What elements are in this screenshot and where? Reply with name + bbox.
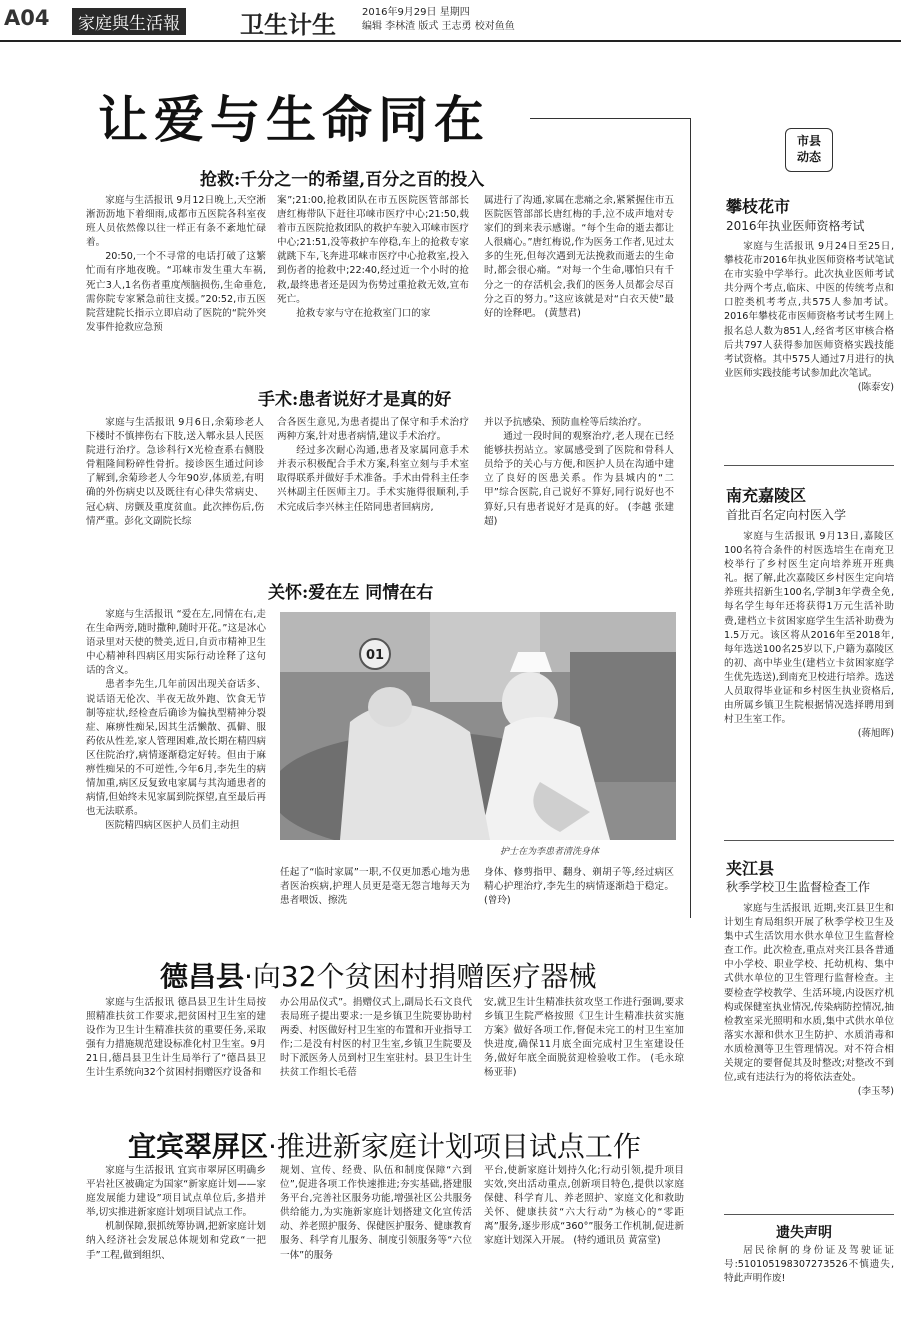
sidebar-divider [724, 840, 894, 841]
paragraph: 20:50,一个不寻常的电话打破了这繁忙而有序地夜晚。“邛崃市发生重大车祸,死亡3人,1名伤者重度颅脑损伤,生命垂危,需你院专家紧急前往支援。”20:52,市五医院营建院长指示立即启动了医院的“院外突发事件抢救应急预 [86, 251, 266, 333]
paragraph: 家庭与生活报讯 9月12日晚上,天空淅淅沥沥地下着细雨,成都市五医院各科室夜班人员依然像以往一样正有条不紊地忙碌着。 [86, 195, 266, 249]
paragraph: 居民徐舸的身份证及驾驶证证号:510105198307273526不慎遗失,特此声明作废! [724, 1245, 894, 1285]
paragraph: 家庭与生活报讯 9月6日,余菊珍老人下楼时不慎摔伤右下肢,送入郫永县人民医院进行治疗。急诊科行X光检查系右侧股骨粗隆间粉碎性骨折。接诊医生通过问诊了解到,余菊珍老人今年90岁,体质差,有明确的外伤病史以及既往有心律失常病史、冠心病、房颤及重度贫血。此次摔伤后,伤情严重。彭化文副院长综 [86, 417, 264, 527]
byline: (李玉琴) [857, 1086, 894, 1098]
bed-number: 01 [365, 648, 385, 663]
article-column [86, 608, 266, 910]
frame-line-top [530, 118, 690, 119]
article-column [86, 1164, 266, 1316]
staff-credits: 编辑 李林渣 版式 王志勇 校对鱼鱼 [362, 21, 515, 32]
paragraph: 经过多次耐心沟通,患者及家属同意手术并表示积极配合手术方案,科室立刻与手术室取得联系并做好手术准备。手术由骨科主任李兴林副主任医师主刀。手术实施得很顺利,手术完成后李兴林主任陪同患者回病房, [277, 445, 469, 513]
photo-caption: 护士在为李患者清洗身体 [500, 847, 600, 857]
section-name: 卫生计生 [240, 11, 336, 39]
article-column [484, 1164, 684, 1316]
sidebar-item-body [724, 240, 894, 452]
article-column [86, 996, 266, 1116]
dechang-headline [160, 955, 597, 995]
paragraph: 任起了“临时家属”一职,不仅更加悉心地为患者医治疾病,护理人员更是毫无怨言地每天为患者喂饭、擦洗 [280, 867, 470, 907]
paragraph: 家庭与生活报讯 9月13日,嘉陵区100名符合条件的村医选培生在南充卫校举行了乡村医生定向培养班开班典礼。据了解,此次嘉陵区乡村医生定向培养班共招新生100名,学制3年学费全免,每名学生每年还将获得1万元生活补助费,建档立卡贫困家庭学生生活补助费为1.5万元。该区将从2016年至2018年,每年选送100名25岁以下,户籍为嘉陵区的初、高中毕业生(建档立卡贫困家庭学生优先选送),到南充卫校进行培养。选送人员取得毕业证和乡村医生执业资格后,由所属乡镇卫生院根据情况选择聘用到村卫生室工作。 [724, 531, 894, 726]
article-column [484, 416, 674, 574]
sidebar-item-subtitle: 秋季学校卫生监督检查工作 [726, 880, 871, 894]
article-column [484, 194, 674, 380]
sidebar-item-subtitle: 首批百名定向村医入学 [726, 508, 847, 522]
article-column [86, 194, 266, 380]
section-heading-rescue: 抢救:千分之一的希望,百分之百的投入 [200, 170, 485, 190]
paragraph: 家庭与生活报讯 “爱在左,同情在右,走在生命两旁,随时撒种,随时开花。”这是冰心语录里对天使的赞美,近日,自贡市精神卫生中心精神科四病区用实际行动诠释了这句话的含义。 [86, 609, 266, 677]
section-heading-care: 关怀:爱在左 同情在右 [268, 583, 434, 603]
sidebar-item-body [724, 902, 894, 1208]
paragraph: 身体、修剪指甲、翻身、剃胡子等,经过病区精心护理治疗,李先生的病情逐渐趋于稳定。 (曾玲) [484, 867, 674, 907]
sidebar-item-subtitle: 2016年执业医师资格考试 [726, 219, 865, 233]
sidebar-item-place: 夹江县 [726, 859, 775, 878]
paragraph: 并以予抗感染、预防血栓等后续治疗。 [484, 417, 648, 428]
frame-line-right [690, 118, 691, 918]
section-heading-surgery: 手术:患者说好才是真的好 [258, 390, 452, 410]
paragraph: 患者李先生,几年前因出现关奋话多、说话语无伦次、半夜无故外跑、饮食无节制等症状,经检查后确诊为偏执型精神分裂症、麻痹性痴呆,因其生活懒散、孤僻、服药依从性差,家人管理困难,故长期在精四病区住院治疗,病情逐渐稳定好转。但由于麻痹性痴呆的不可逆性,今年6月,李先生的病情加重,病区反复致电家属与其沟通患者的病情,但始终未见家属到院探望,直至最后再也无法联系。 [86, 679, 266, 818]
paragraph: 机制保障,狠抓统筹协调,把新家庭计划纳入经济社会发展总体规划和党政“一把手”工程,做到组织、 [86, 1221, 266, 1261]
paragraph: 平台,使新家庭计划持久化;行动引领,提升项目实效,突出活动重点,创新项目特色,提供以家庭保健、科学育儿、养老照护、家庭文化和救助关怀、健康扶贫“六大行动”为核心的“零距离”服务,逐步形成“360°”服务工作机制,促进新家庭计划深入开展。 (特约通讯员 黄富堂) [484, 1165, 684, 1247]
article-column [277, 194, 469, 380]
page-number: A04 [4, 6, 50, 30]
headline-text: ·推进新家庭计划项目试点工作 [268, 1130, 641, 1163]
sidebar-item-body [724, 530, 894, 830]
paragraph: 办公用品仪式”。捐赠仪式上,副局长石文良代表局班子提出要求:一是乡镇卫生院要协助村两委、村医做好村卫生室的布置和开业指导工作;二是没有村医的村卫生室,乡镇卫生院要及时下派医务人员到村卫生室驻村。县卫生计生扶贫工作组长毛蓓 [280, 997, 472, 1079]
header-meta [362, 6, 515, 34]
sidebar-divider [724, 465, 894, 466]
lost-notice-title: 遗失声明 [776, 1225, 832, 1241]
paragraph: 抢救专家与守在抢救室门口的家 [296, 307, 431, 319]
issue-date: 2016年9月29日 星期四 [362, 7, 470, 18]
paragraph: 通过一段时间的观察治疗,老人现在已经能够扶拐站立。家属感受到了医院和骨科人员给予的关心与方便,和医护人员在沟通中建立了良好的医患关系。作为县城内的“二甲”综合医院,自己说好不算好,同行说好也不算好,只有患者说好才是真的好。 (李越 张建超) [484, 431, 674, 527]
byline: (陈泰安) [857, 381, 894, 393]
article-column [484, 996, 684, 1116]
paragraph: 安,就卫生计生精准扶贫攻坚工作进行强调,要求乡镇卫生院严格按照《卫生计生精准扶贫实施方案》做好各项工作,督促未完工的村卫生室加快进度,确保11月底全面完成村卫生室建设任务,做好年底全面脱贫迎检验收工作。 (毛永琼 杨亚菲) [484, 997, 684, 1079]
headline-place: 德昌县 [160, 960, 245, 993]
paragraph: 家庭与生活报讯 9月24日至25日,攀枝花市2016年执业医师资格考试笔试在市实验中学举行。此次执业医师考试共分两个考点,临床、中医的传统考点和口腔类机考考点,共575人参加考试。2016年攀枝花市医师资格考试考生网上报名总人数为851人,经省考区审核合格后共797人获得参加医师资格实践技能考试资格。其中575人通过7月进行的执业医师实践技能考试参加此次笔试。 [724, 241, 894, 379]
news-photo [280, 612, 676, 840]
article-column [280, 866, 470, 912]
paragraph: 家庭与生活报讯 宜宾市翠屏区明确乡平岩社区被确定为国家“新家庭计划——家庭发展能力建设”项目试点单位后,多措并举,切实推进新家庭计划项目试点工作。 [86, 1165, 266, 1219]
headline-text: ·向32个贫困村捐赠医疗器械 [244, 960, 597, 993]
paragraph: 属进行了沟通,家属在悲痛之余,紧紧握住市五医院医管部部长唐红梅的手,泣不成声地对专家们的到来表示感谢。“每个生命的逝去都让人很痛心。”唐红梅说,作为医务工作者,见过太多的生死,但每次遇到无法挽救而逝去的生命时,都会很心痛。“对每一个生命,哪怕只有千分之一的存活机会,我们的医务人员都会尽百分之百的努力。”这应该就是对“白衣天使”最好的诠释吧。 (黄慧君) [484, 195, 674, 319]
sidebar-item-place: 南充嘉陵区 [726, 486, 807, 505]
yibin-headline [128, 1125, 641, 1165]
headline-place: 宜宾翠屏区 [128, 1130, 269, 1163]
sidebar-item-place: 攀枝花市 [726, 197, 791, 216]
article-column [277, 416, 469, 574]
paragraph: 医院精四病区医护人员们主动担 [105, 820, 240, 832]
feature-title: 让爱与生命同在 [98, 90, 490, 149]
lost-notice-body [724, 1244, 894, 1304]
photo-illustration [280, 612, 676, 840]
article-column [484, 866, 674, 912]
article-column [86, 416, 264, 574]
paragraph: 合各医生意见,为患者提出了保守和手术治疗两种方案,针对患者病情,建议手术治疗。 [277, 417, 469, 443]
badge-line: 动态 [796, 150, 821, 164]
article-column [280, 996, 472, 1116]
paragraph: 家庭与生活报讯 德昌县卫生计生局按照精准扶贫工作要求,把贫困村卫生室的建设作为卫生计生精准扶贫的重要任务,采取强有力措施规范建设标准化村卫生室。9月21日,德昌县卫生计生局举行了“德昌县卫生计生系统向32个贫困村捐赠医疗设备和 [86, 997, 266, 1079]
paragraph: 规划、宣传、经费、队伍和制度保障“六到位”,促进各项工作快速推进;夯实基础,搭建服务平台,完善社区服务功能,增强社区公共服务供给能力,为实施新家庭计划搭建文化宣传活动、养老照护服务、保健医护服务、健康教育服务、科学育儿服务、制度引领服务等“六位一体”的服务 [280, 1165, 472, 1261]
paper-masthead: 家庭與生活報 [72, 8, 186, 35]
byline: (蒋旭晖) [857, 728, 894, 740]
city-news-badge [785, 128, 833, 172]
badge-line: 市县 [796, 134, 821, 148]
paragraph: 家庭与生活报讯 近期,夹江县卫生和计划生育局组织开展了秋季学校卫生及集中式生活饮用水供水单位卫生监督检查工作。此次检查,重点对夹江县各普通中小学校、职业学校、托幼机构、集中式供水单位的卫生管理行监督检查。主要检查学校教学、生活环境,内设医疗机构或保健室执业情况,传染病防控情况,抽检教室采光照明和水质,集中式供水单位落实水源和供水卫生防护、水质消毒和水质检测等卫生管理情况。对不符合相关规定的要督促其及时整改;对整改不到位,或有违法行为的将依法查处。 [724, 903, 894, 1084]
paragraph: 案”;21:00,抢救团队在市五医院医管部部长唐红梅带队下赶往邛崃市医疗中心;21:50,载着市五医院抢救团队的救护车驶入邛崃市医疗中心;21:51,没等救护车停稳,车上的抢救专家就跳下车,飞奔进邛崃市医疗中心抢救室,投入到伤者的抢救中;22:40,经过近一个小时的抢救,最终患者还是因为伤势过重抢救无效,宣布死亡。 [277, 195, 469, 305]
article-column [280, 1164, 472, 1316]
header-rule [0, 40, 901, 42]
sidebar-divider [724, 1214, 894, 1215]
